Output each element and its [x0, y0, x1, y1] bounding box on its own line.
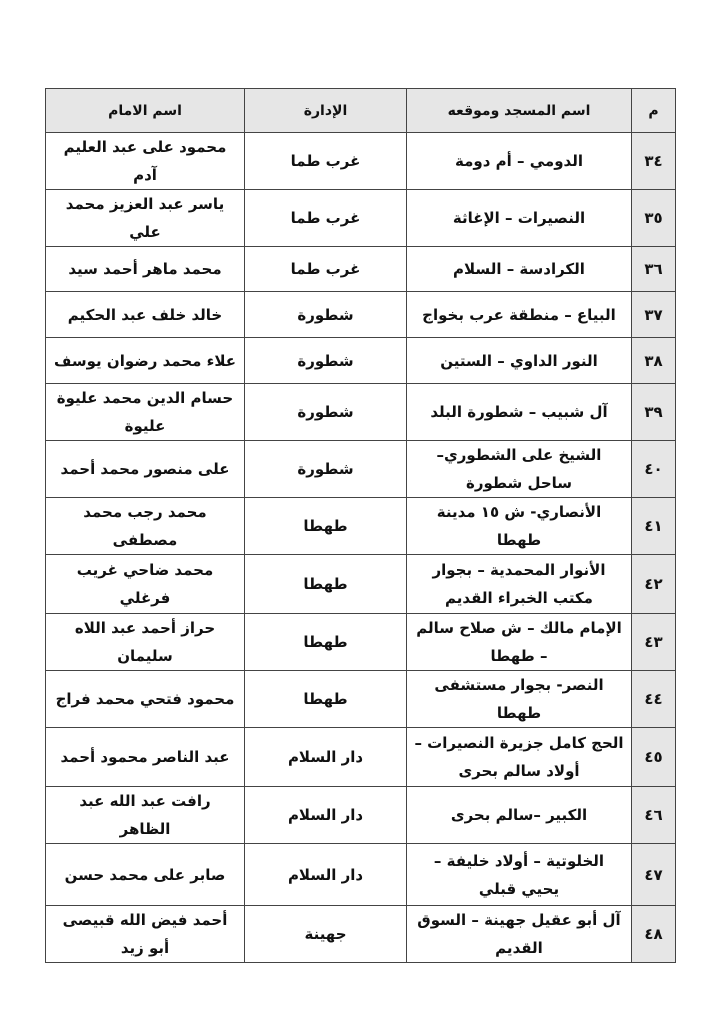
table-row: [46, 384, 676, 441]
administration-cell: دار السلام: [245, 728, 407, 787]
mosque-name-cell: الإمام مالك – ش صلاح سالم – طهطا: [407, 614, 632, 671]
row-number: ٤٣: [632, 614, 676, 671]
row-number: ٣٨: [632, 338, 676, 384]
imam-name-cell: علاء محمد رضوان يوسف: [46, 338, 245, 384]
imam-name-cell: خالد خلف عبد الحكيم: [46, 292, 245, 338]
imam-name-cell: محمد رجب محمد مصطفى: [46, 498, 245, 555]
row-number: ٤٦: [632, 787, 676, 844]
mosque-name-cell: البياع – منطقة عرب بخواج: [407, 292, 632, 338]
table-row: [46, 292, 676, 338]
table-row: [46, 614, 676, 671]
mosque-name-cell: الدومي – أم دومة: [407, 133, 632, 190]
header-number: م: [632, 89, 676, 133]
table-row: [46, 133, 676, 190]
administration-cell: دار السلام: [245, 787, 407, 844]
table-row: [46, 787, 676, 844]
imam-name-cell: محمود فتحي محمد فراج: [46, 671, 245, 728]
mosque-name-cell: آل أبو عقيل جهينة – السوق القديم: [407, 906, 632, 963]
row-number: ٤٤: [632, 671, 676, 728]
mosque-name-cell: الكبير –سالم بحرى: [407, 787, 632, 844]
administration-cell: طهطا: [245, 671, 407, 728]
imam-name-cell: محمد ماهر أحمد سيد: [46, 247, 245, 292]
mosque-name-cell: الشيخ على الشطوري– ساحل شطورة: [407, 441, 632, 498]
table-body: [46, 133, 676, 963]
row-number: ٣٥: [632, 190, 676, 247]
mosque-name-cell: الأنصاري- ش ١٥ مدينة طهطا: [407, 498, 632, 555]
mosque-name-cell: الأنوار المحمدية – بجوار مكتب الخبراء القديم: [407, 555, 632, 614]
table-row: [46, 728, 676, 787]
table-row: [46, 247, 676, 292]
table-header-row: [46, 89, 676, 133]
mosque-name-cell: النور الداوي – الستين: [407, 338, 632, 384]
row-number: ٣٩: [632, 384, 676, 441]
mosque-name-cell: الحج كامل جزيرة النصيرات – أولاد سالم بحرى: [407, 728, 632, 787]
mosque-name-cell: الخلوتية – أولاد خليفة – يحيي قبلي: [407, 844, 632, 906]
mosque-name-cell: النصيرات – الإغاثة: [407, 190, 632, 247]
imam-name-cell: حراز أحمد عبد اللاه سليمان: [46, 614, 245, 671]
mosque-name-cell: آل شبيب – شطورة البلد: [407, 384, 632, 441]
mosque-name-cell: النصر- بجوار مستشفى طهطا: [407, 671, 632, 728]
mosque-name-cell: الكرادسة – السلام: [407, 247, 632, 292]
imam-name-cell: على منصور محمد أحمد: [46, 441, 245, 498]
administration-cell: شطورة: [245, 384, 407, 441]
table-row: [46, 844, 676, 906]
imam-name-cell: محمود على عبد العليم آدم: [46, 133, 245, 190]
table-row: [46, 498, 676, 555]
administration-cell: طهطا: [245, 614, 407, 671]
administration-cell: شطورة: [245, 338, 407, 384]
imam-name-cell: ياسر عبد العزيز محمد علي: [46, 190, 245, 247]
imam-name-cell: عبد الناصر محمود أحمد: [46, 728, 245, 787]
table-row: [46, 338, 676, 384]
row-number: ٣٤: [632, 133, 676, 190]
administration-cell: شطورة: [245, 441, 407, 498]
administration-cell: غرب طما: [245, 247, 407, 292]
table-row: [46, 671, 676, 728]
imam-name-cell: صابر على محمد حسن: [46, 844, 245, 906]
imam-name-cell: أحمد فيض الله قبيصى أبو زيد: [46, 906, 245, 963]
administration-cell: دار السلام: [245, 844, 407, 906]
table-row: [46, 190, 676, 247]
row-number: ٤٨: [632, 906, 676, 963]
row-number: ٣٦: [632, 247, 676, 292]
header-imam-name: اسم الامام: [46, 89, 245, 133]
administration-cell: طهطا: [245, 498, 407, 555]
header-administration: الإدارة: [245, 89, 407, 133]
administration-cell: طهطا: [245, 555, 407, 614]
row-number: ٤٠: [632, 441, 676, 498]
administration-cell: غرب طما: [245, 133, 407, 190]
table-row: [46, 555, 676, 614]
imam-name-cell: محمد ضاحي غريب فرغلي: [46, 555, 245, 614]
imam-name-cell: حسام الدين محمد عليوة عليوة: [46, 384, 245, 441]
imam-name-cell: رافت عبد الله عبد الظاهر: [46, 787, 245, 844]
mosque-imam-table: [45, 88, 676, 963]
row-number: ٤٥: [632, 728, 676, 787]
row-number: ٤٧: [632, 844, 676, 906]
table-row: [46, 906, 676, 963]
administration-cell: جهينة: [245, 906, 407, 963]
administration-cell: غرب طما: [245, 190, 407, 247]
row-number: ٤١: [632, 498, 676, 555]
row-number: ٣٧: [632, 292, 676, 338]
row-number: ٤٢: [632, 555, 676, 614]
header-mosque-name: اسم المسجد وموقعه: [407, 89, 632, 133]
administration-cell: شطورة: [245, 292, 407, 338]
table-row: [46, 441, 676, 498]
